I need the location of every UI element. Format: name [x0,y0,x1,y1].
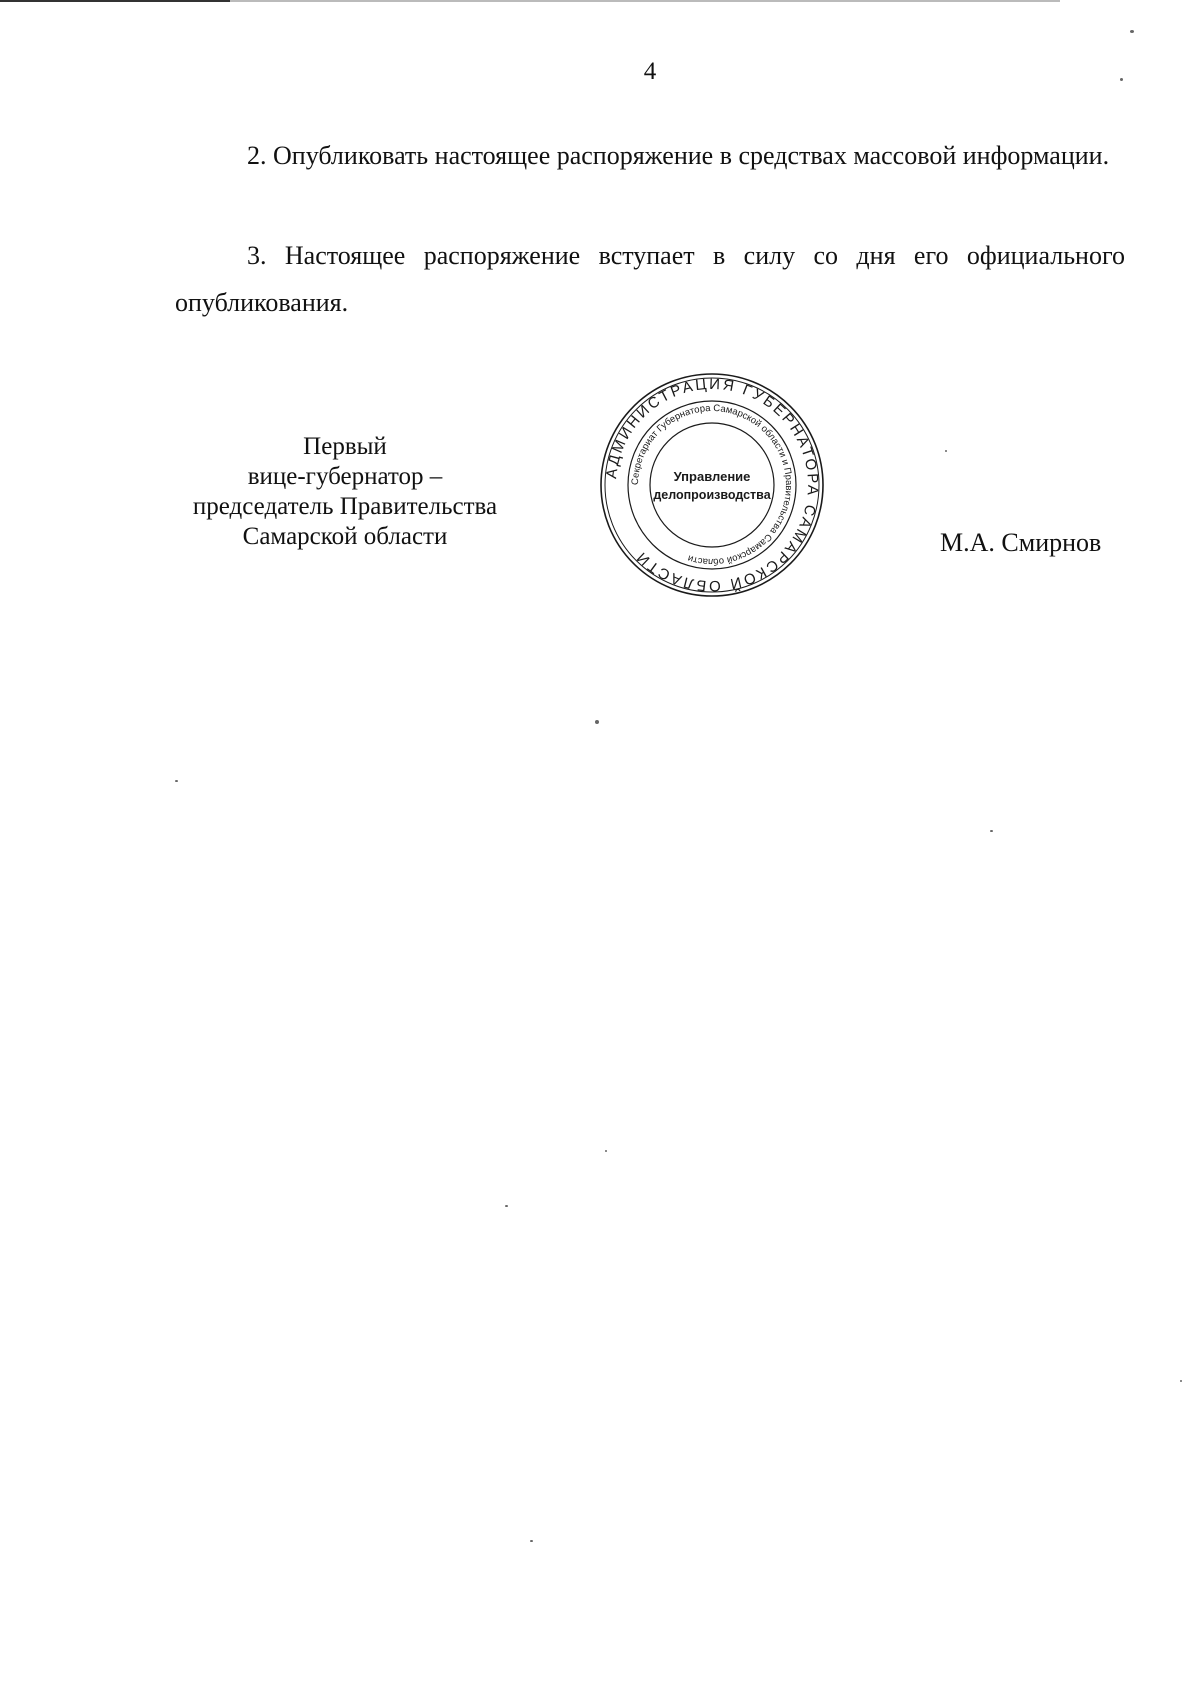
scan-speck [505,1205,508,1207]
signatory-position-line: Самарской области [242,523,448,550]
signatory-position-line: председатель Правительства [192,493,498,520]
signatory-name: М.А. Смирнов [940,528,1102,557]
paragraph-publish: 2. Опубликовать настоящее распоряжение в средствах массовой информации. [247,141,1110,170]
seal-center-line: Управление [673,469,751,484]
signatory-position-line: Первый [303,433,387,460]
signatory-position-line: вице-губернатор – [247,463,443,490]
official-seal [598,371,826,599]
scan-speck [1180,1380,1182,1382]
seal-graphic [598,371,826,599]
scan-speck [530,1540,533,1542]
signatory-position [165,432,525,552]
scan-speck [1130,30,1134,33]
page-number: 4 [643,58,657,85]
seal-inner-text: Секретариат Губернатора Самарской области и Правительства Самарской области [629,402,795,568]
seal-center-line: делопроизводства [653,488,771,502]
scan-speck [175,780,178,782]
scan-speck [945,450,947,452]
scan-speck [605,1150,607,1152]
scan-speck [595,720,599,724]
scan-speck [990,830,993,832]
seal-outer-text: АДМИНИСТРАЦИЯ ГУБЕРНАТОРА САМАРСКОЙ ОБЛАСТИ [603,375,822,595]
paragraph-effective-date: 3. Настоящее распоряжение вступает в силу со дня его официального опубликования. [175,241,1125,317]
top-border-rule [0,0,1200,2]
scan-speck [1120,78,1123,81]
